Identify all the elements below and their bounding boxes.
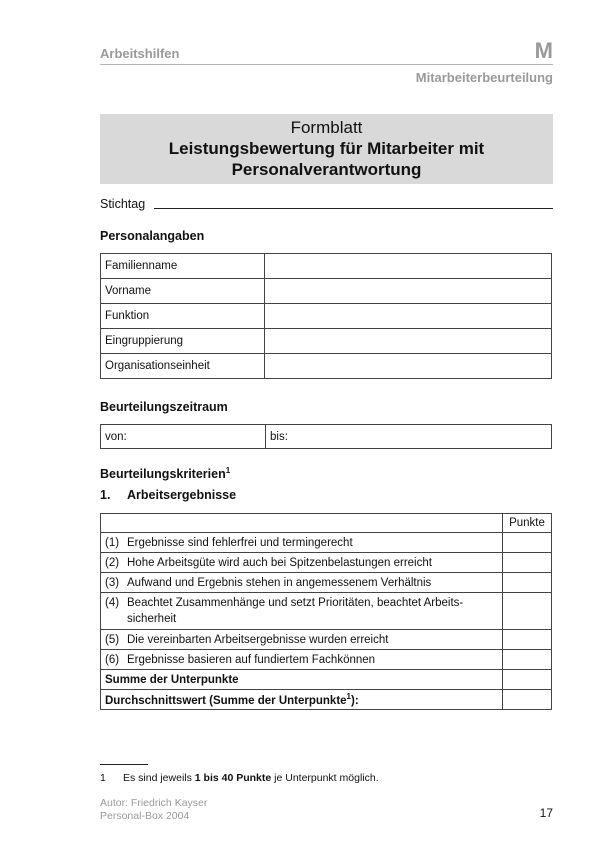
criterion-text: Aufwand und Ergebnis stehen in angemessenem Verhältnis <box>127 576 432 589</box>
average-points-cell[interactable] <box>503 690 552 710</box>
footnote-rule <box>100 764 148 765</box>
criterion-cell <box>101 630 503 650</box>
criteria-table <box>100 513 552 710</box>
points-input-cell[interactable] <box>503 573 552 593</box>
criterion-number: (5) <box>105 633 120 646</box>
header-rule <box>100 64 553 65</box>
points-input-cell[interactable] <box>503 553 552 573</box>
personal-label: Organisationseinheit <box>101 354 265 379</box>
stichtag-field-line[interactable] <box>154 208 553 209</box>
table-row <box>101 630 552 650</box>
table-row <box>101 670 552 690</box>
criterion-number: (6) <box>105 653 120 666</box>
criterion-cell <box>101 593 503 630</box>
personal-value-field[interactable] <box>265 304 552 329</box>
criterion-cell <box>101 553 503 573</box>
table-row <box>101 425 552 449</box>
header-topic-label: Mitarbeiterbeurteilung <box>415 70 553 85</box>
points-input-cell[interactable] <box>503 533 552 553</box>
sum-points-cell[interactable] <box>503 670 552 690</box>
footnote-number: 1 <box>100 772 106 784</box>
table-row <box>101 593 552 630</box>
personal-label: Funktion <box>101 304 265 329</box>
personal-label: Vorname <box>101 279 265 304</box>
table-row <box>101 254 552 279</box>
personal-value-field[interactable] <box>265 354 552 379</box>
title-line-1: Leistungsbewertung für Mitarbeiter mit <box>168 139 485 158</box>
footnote: 1 Es sind jeweils 1 bis 40 Punkte je Unterpunkt möglich. <box>100 772 379 784</box>
table-row <box>101 573 552 593</box>
criterion-text: Beachtet Zusammenhänge und setzt Prioritäten, beachtet Arbeits-sicherheit <box>127 597 464 625</box>
personal-label: Familienname <box>101 254 265 279</box>
sum-label: Summe der Unterpunkte <box>101 670 503 690</box>
page-number: 17 <box>539 806 553 820</box>
points-input-cell[interactable] <box>503 630 552 650</box>
criterion-text: Die vereinbarten Arbeitsergebnisse wurden erreicht <box>127 633 389 646</box>
personal-value-field[interactable] <box>265 254 552 279</box>
table-row <box>101 329 552 354</box>
author-name: Autor: Friedrich Kayser <box>100 797 208 809</box>
criteria-heading-text: Beurteilungskriterien <box>100 467 226 482</box>
publication: Personal-Box 2004 <box>100 810 190 822</box>
personal-label: Eingruppierung <box>101 329 265 354</box>
table-header-row <box>101 514 552 533</box>
title-formblatt: Formblatt <box>290 118 363 137</box>
table-row <box>101 304 552 329</box>
criterion-number: (3) <box>105 576 120 589</box>
criterion-text: Ergebnisse basieren auf fundiertem Fachkönnen <box>127 653 376 666</box>
criterion-cell <box>101 650 503 670</box>
author-info <box>100 797 207 823</box>
zeitraum-heading: Beurteilungszeitraum <box>100 400 228 414</box>
section-number: 1. <box>100 488 111 502</box>
table-row <box>101 650 552 670</box>
personal-table <box>100 253 552 379</box>
table-row <box>101 690 552 710</box>
criterion-number: (4) <box>105 597 120 609</box>
criterion-cell <box>101 573 503 593</box>
points-column-header: Punkte <box>503 514 552 533</box>
criterion-number: (2) <box>105 556 120 569</box>
criterion-text: Hohe Arbeitsgüte wird auch bei Spitzenbelastungen erreicht <box>127 556 432 569</box>
zeitraum-von-field[interactable]: von: <box>101 425 266 449</box>
table-row <box>101 553 552 573</box>
criterion-cell <box>101 533 503 553</box>
criteria-heading <box>100 466 230 481</box>
criteria-header-blank <box>101 514 503 533</box>
personal-value-field[interactable] <box>265 279 552 304</box>
header-chapter-letter: M <box>534 38 553 63</box>
points-input-cell[interactable] <box>503 593 552 630</box>
average-label: Durchschnittswert (Summe der Unterpunkte$^1$): <box>101 690 503 710</box>
table-row <box>101 279 552 304</box>
section-title: Arbeitsergebnisse <box>127 488 237 502</box>
section-heading <box>100 488 236 502</box>
criterion-text: Ergebnisse sind fehlerfrei und termingerecht <box>127 536 353 549</box>
zeitraum-bis-field[interactable]: bis: <box>266 425 552 449</box>
criterion-number: (1) <box>105 536 120 549</box>
personal-heading: Personalangaben <box>100 229 205 243</box>
table-row <box>101 354 552 379</box>
personal-value-field[interactable] <box>265 329 552 354</box>
points-input-cell[interactable] <box>503 650 552 670</box>
title-line-2: Personalverantwortung <box>231 160 422 179</box>
header-section-label: Arbeitshilfen <box>100 46 180 61</box>
table-row <box>101 533 552 553</box>
title-box <box>100 114 553 184</box>
zeitraum-table <box>100 424 552 449</box>
footnote-marker: 1 <box>225 466 231 475</box>
stichtag-label: Stichtag <box>100 197 146 211</box>
